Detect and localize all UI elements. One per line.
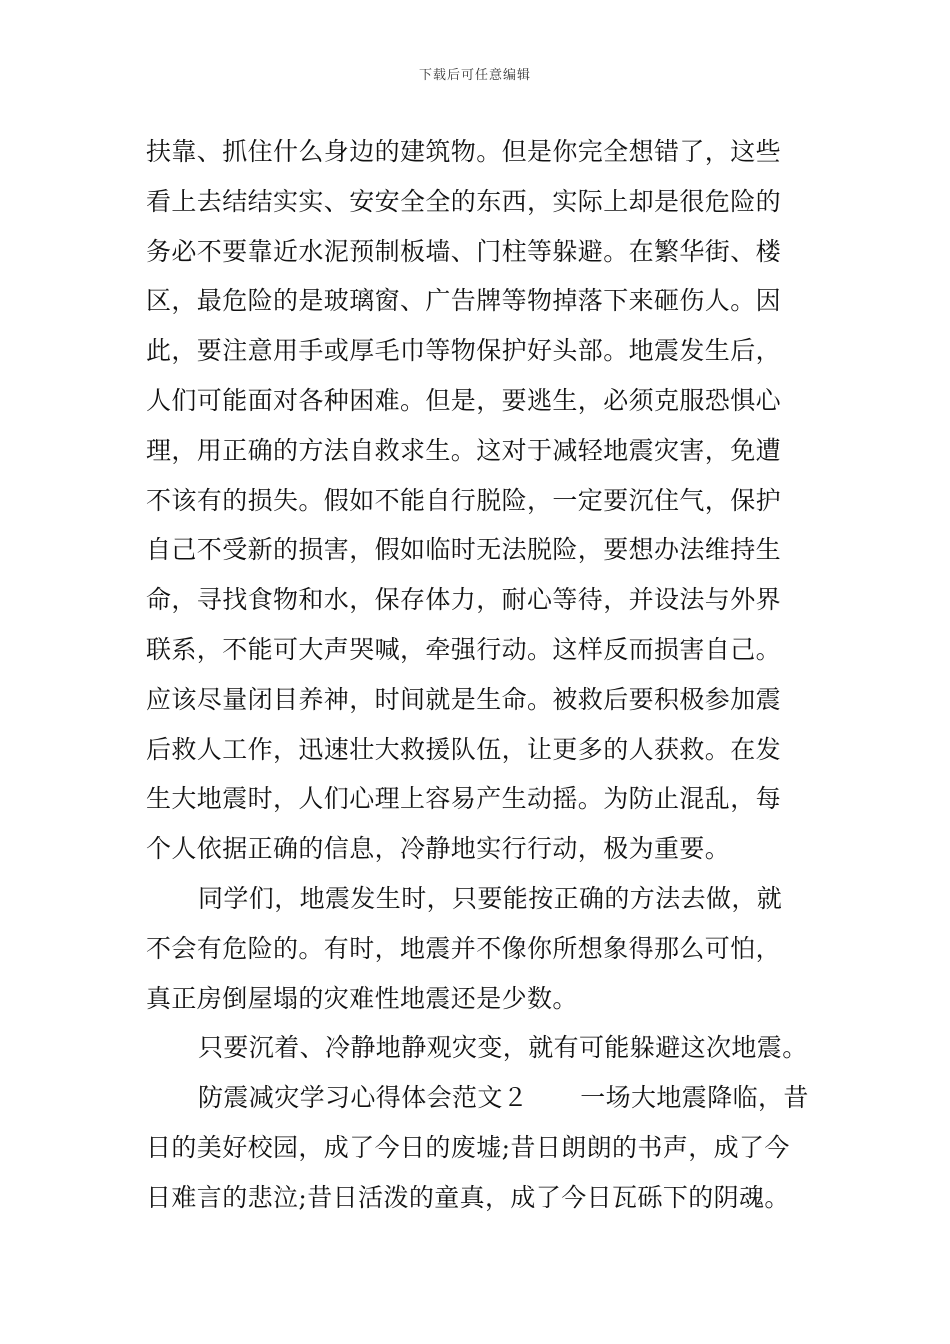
- text-line: 后救人工作，迅速壮大救援队伍，让更多的人获救。在发: [146, 734, 782, 764]
- text-line: 个人依据正确的信息，冷静地实行行动，极为重要。: [146, 834, 731, 864]
- text-line: 联系，不能可大声哭喊，牵强行动。这样反而损害自己。: [146, 634, 782, 664]
- section-intro: 一场大地震降临，昔: [580, 1083, 809, 1113]
- text-line: 区，最危险的是玻璃窗、广告牌等物掉落下来砸伤人。因: [146, 286, 782, 316]
- text-line: 扶靠、抓住什么身边的建筑物。但是你完全想错了，这些: [146, 137, 782, 166]
- text-line: 自己不受新的损害，假如临时无法脱险，要想办法维持生: [146, 535, 782, 565]
- text-line: 真正房倒屋塌的灾难性地震还是少数。: [146, 983, 578, 1013]
- text-line: 生大地震时，人们心理上容易产生动摇。为防止混乱，每: [146, 784, 782, 814]
- document-body: [146, 127, 826, 1223]
- text-line: 同学们，地震发生时，只要能按正确的方法去做，就: [198, 883, 783, 913]
- text-line: 日难言的悲泣;昔日活泼的童真，成了今日瓦砾下的阴魂。: [146, 1182, 790, 1212]
- page-header: 下载后可任意编辑: [418, 68, 531, 83]
- section-title: 防震减灾学习心得体会范文２: [198, 1083, 529, 1113]
- text-line: 看上去结结实实、安安全全的东西，实际上却是很危险的: [146, 186, 782, 216]
- text-line: 命，寻找食物和水，保存体力，耐心等待，并设法与外界: [146, 585, 782, 615]
- text-line: 只要沉着、冷静地静观灾变，就有可能躲避这次地震。: [198, 1033, 808, 1063]
- text-line: 不会有危险的。有时，地震并不像你所想象得那么可怕，: [146, 933, 782, 963]
- section-heading-line: [146, 1073, 826, 1123]
- text-line: 人们可能面对各种困难。但是，要逃生，必须克服恐惧心: [146, 385, 782, 415]
- text-line: 应该尽量闭目养神，时间就是生命。被救后要积极参加震: [146, 684, 782, 714]
- text-line: 此，要注意用手或厚毛巾等物保护好头部。地震发生后，: [146, 336, 782, 366]
- text-line: 不该有的损失。假如不能自行脱险，一定要沉住气，保护: [146, 485, 782, 515]
- text-line: 理，用正确的方法自救求生。这对于减轻地震灾害，免遭: [146, 435, 782, 465]
- text-line: 务必不要靠近水泥预制板墙、门柱等躲避。在繁华街、楼: [146, 236, 782, 266]
- text-line: 日的美好校园，成了今日的废墟;昔日朗朗的书声，成了今: [146, 1132, 790, 1162]
